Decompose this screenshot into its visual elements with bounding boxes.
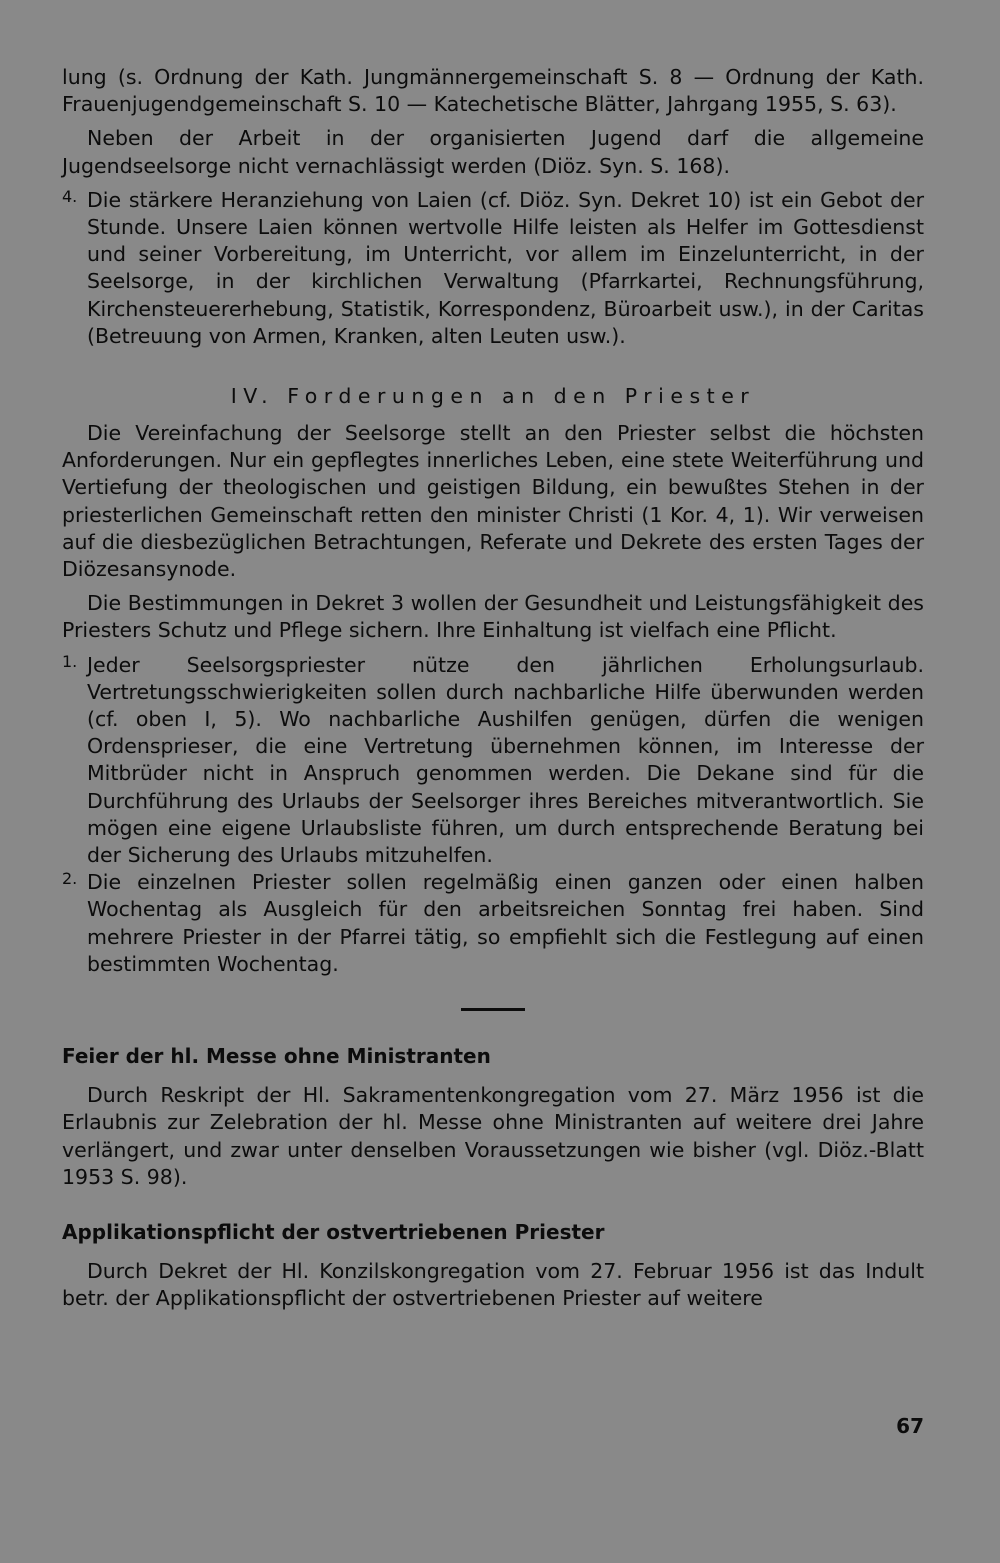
article-body-application: Durch Dekret der Hl. Konzilskongregation vom 27. Februar 1956 ist das Indult betr. der Applikationspflicht der ostvertriebenen Priester auf weitere: [62, 1258, 924, 1311]
list-number: 1.: [62, 651, 78, 671]
continued-paragraph: lung (s. Ordnung der Kath. Jungmännergemeinschaft S. 8 — Ordnung der Kath. Frauenjugendgemeinschaft S. 10 — Katechetische Blätter, Jahrgang 1955, S. 63).: [62, 65, 924, 117]
article-heading-mass: Feier der hl. Messe ohne Ministranten: [62, 1044, 491, 1069]
article-body-mass: Durch Reskript der Hl. Sakramentenkongregation vom 27. März 1956 ist die Erlaubnis zur Zelebration der hl. Messe ohne Ministranten auf weitere drei Jahre verlängert, und zwar unter denselben Voraussetzungen wie bisher (vgl. Diöz.-Blatt 1953 S. 98).: [62, 1083, 924, 1189]
section-title: IV. Forderungen an den Priester: [230, 384, 756, 409]
youth-pastoral-paragraph: Neben der Arbeit in der organisierten Jugend darf die allgemeine Jugendseelsorge nicht vernachlässigt werden (Diöz. Syn. S. 168).: [62, 126, 924, 178]
list-item-text: Jeder Seelsorgspriester nütze den jährlichen Erholungsurlaub. Vertretungsschwierigkeiten sollen durch nachbarliche Hilfe überwunden werden (cf. oben I, 5). Wo nachbarliche Aushilfen genügen, dürfen die wenigen Ordensprieser, die eine Vertretung übernehmen können, im Interesse der Mitbrüder nicht in Anspruch genommen werden. Die Dekane sind für die Durchführung des Urlaubs der Seelsorger ihres Bereiches mitverantwortlich. Sie mögen eine eigene Urlaubsliste führen, um durch entsprechende Beratung bei der Sicherung des Urlaubs mitzuhelfen.: [87, 652, 924, 868]
list-item-text: Die einzelnen Priester sollen regelmäßig einen ganzen oder einen halben Wochentag als Ausgleich für den arbeitsreichen Sonntag frei haben. Sind mehrere Priester in der Pfarrei tätig, so empfiehlt sich die Festlegung auf einen bestimmten Wochentag.: [87, 870, 924, 976]
list-item-text: Die stärkere Heranziehung von Laien (cf. Diöz. Syn. Dekret 10) ist ein Gebot der Stunde. Unsere Laien können wertvolle Hilfe leisten als Helfer im Gottesdienst und seiner Vorbereitung, im Unterricht, vor allem im Einzelunterricht, in der Seelsorge, in der kirchlichen Verwaltung (Pfarrkartei, Rechnungsführung, Kirchensteuererhebung, Statistik, Korrespondenz, Büroarbeit usw.), in der Caritas (Betreuung von Armen, Kranken, alten Leuten usw.).: [87, 187, 924, 348]
list-item-2: [62, 869, 924, 978]
article-heading-application: Applikationspflicht der ostvertriebenen Priester: [62, 1219, 605, 1244]
section-paragraph-2: Die Bestimmungen in Dekret 3 wollen der Gesundheit und Leistungsfähigkeit des Priesters Schutz und Pflege sichern. Ihre Einhaltung ist vielfach eine Pflicht.: [62, 591, 924, 643]
list-number: 4.: [62, 186, 78, 206]
list-item-1: [62, 652, 924, 870]
list-item-4: [62, 187, 924, 350]
section-divider: [461, 1008, 525, 1011]
list-number: 2.: [62, 869, 78, 889]
page-number: 67: [896, 1414, 924, 1438]
section-paragraph-1: Die Vereinfachung der Seelsorge stellt an den Priester selbst die höchsten Anforderungen. Nur ein gepflegtes innerliches Leben, eine stete Weiterführung und Vertiefung der theologischen und geistigen Bildung, ein bewußtes Stehen in der priesterlichen Gemeinschaft retten den minister Christi (1 Kor. 4, 1). Wir verweisen auf die diesbezüglichen Betrachtungen, Referate und Dekrete des ersten Tages der Diözesansynode.: [62, 421, 924, 582]
